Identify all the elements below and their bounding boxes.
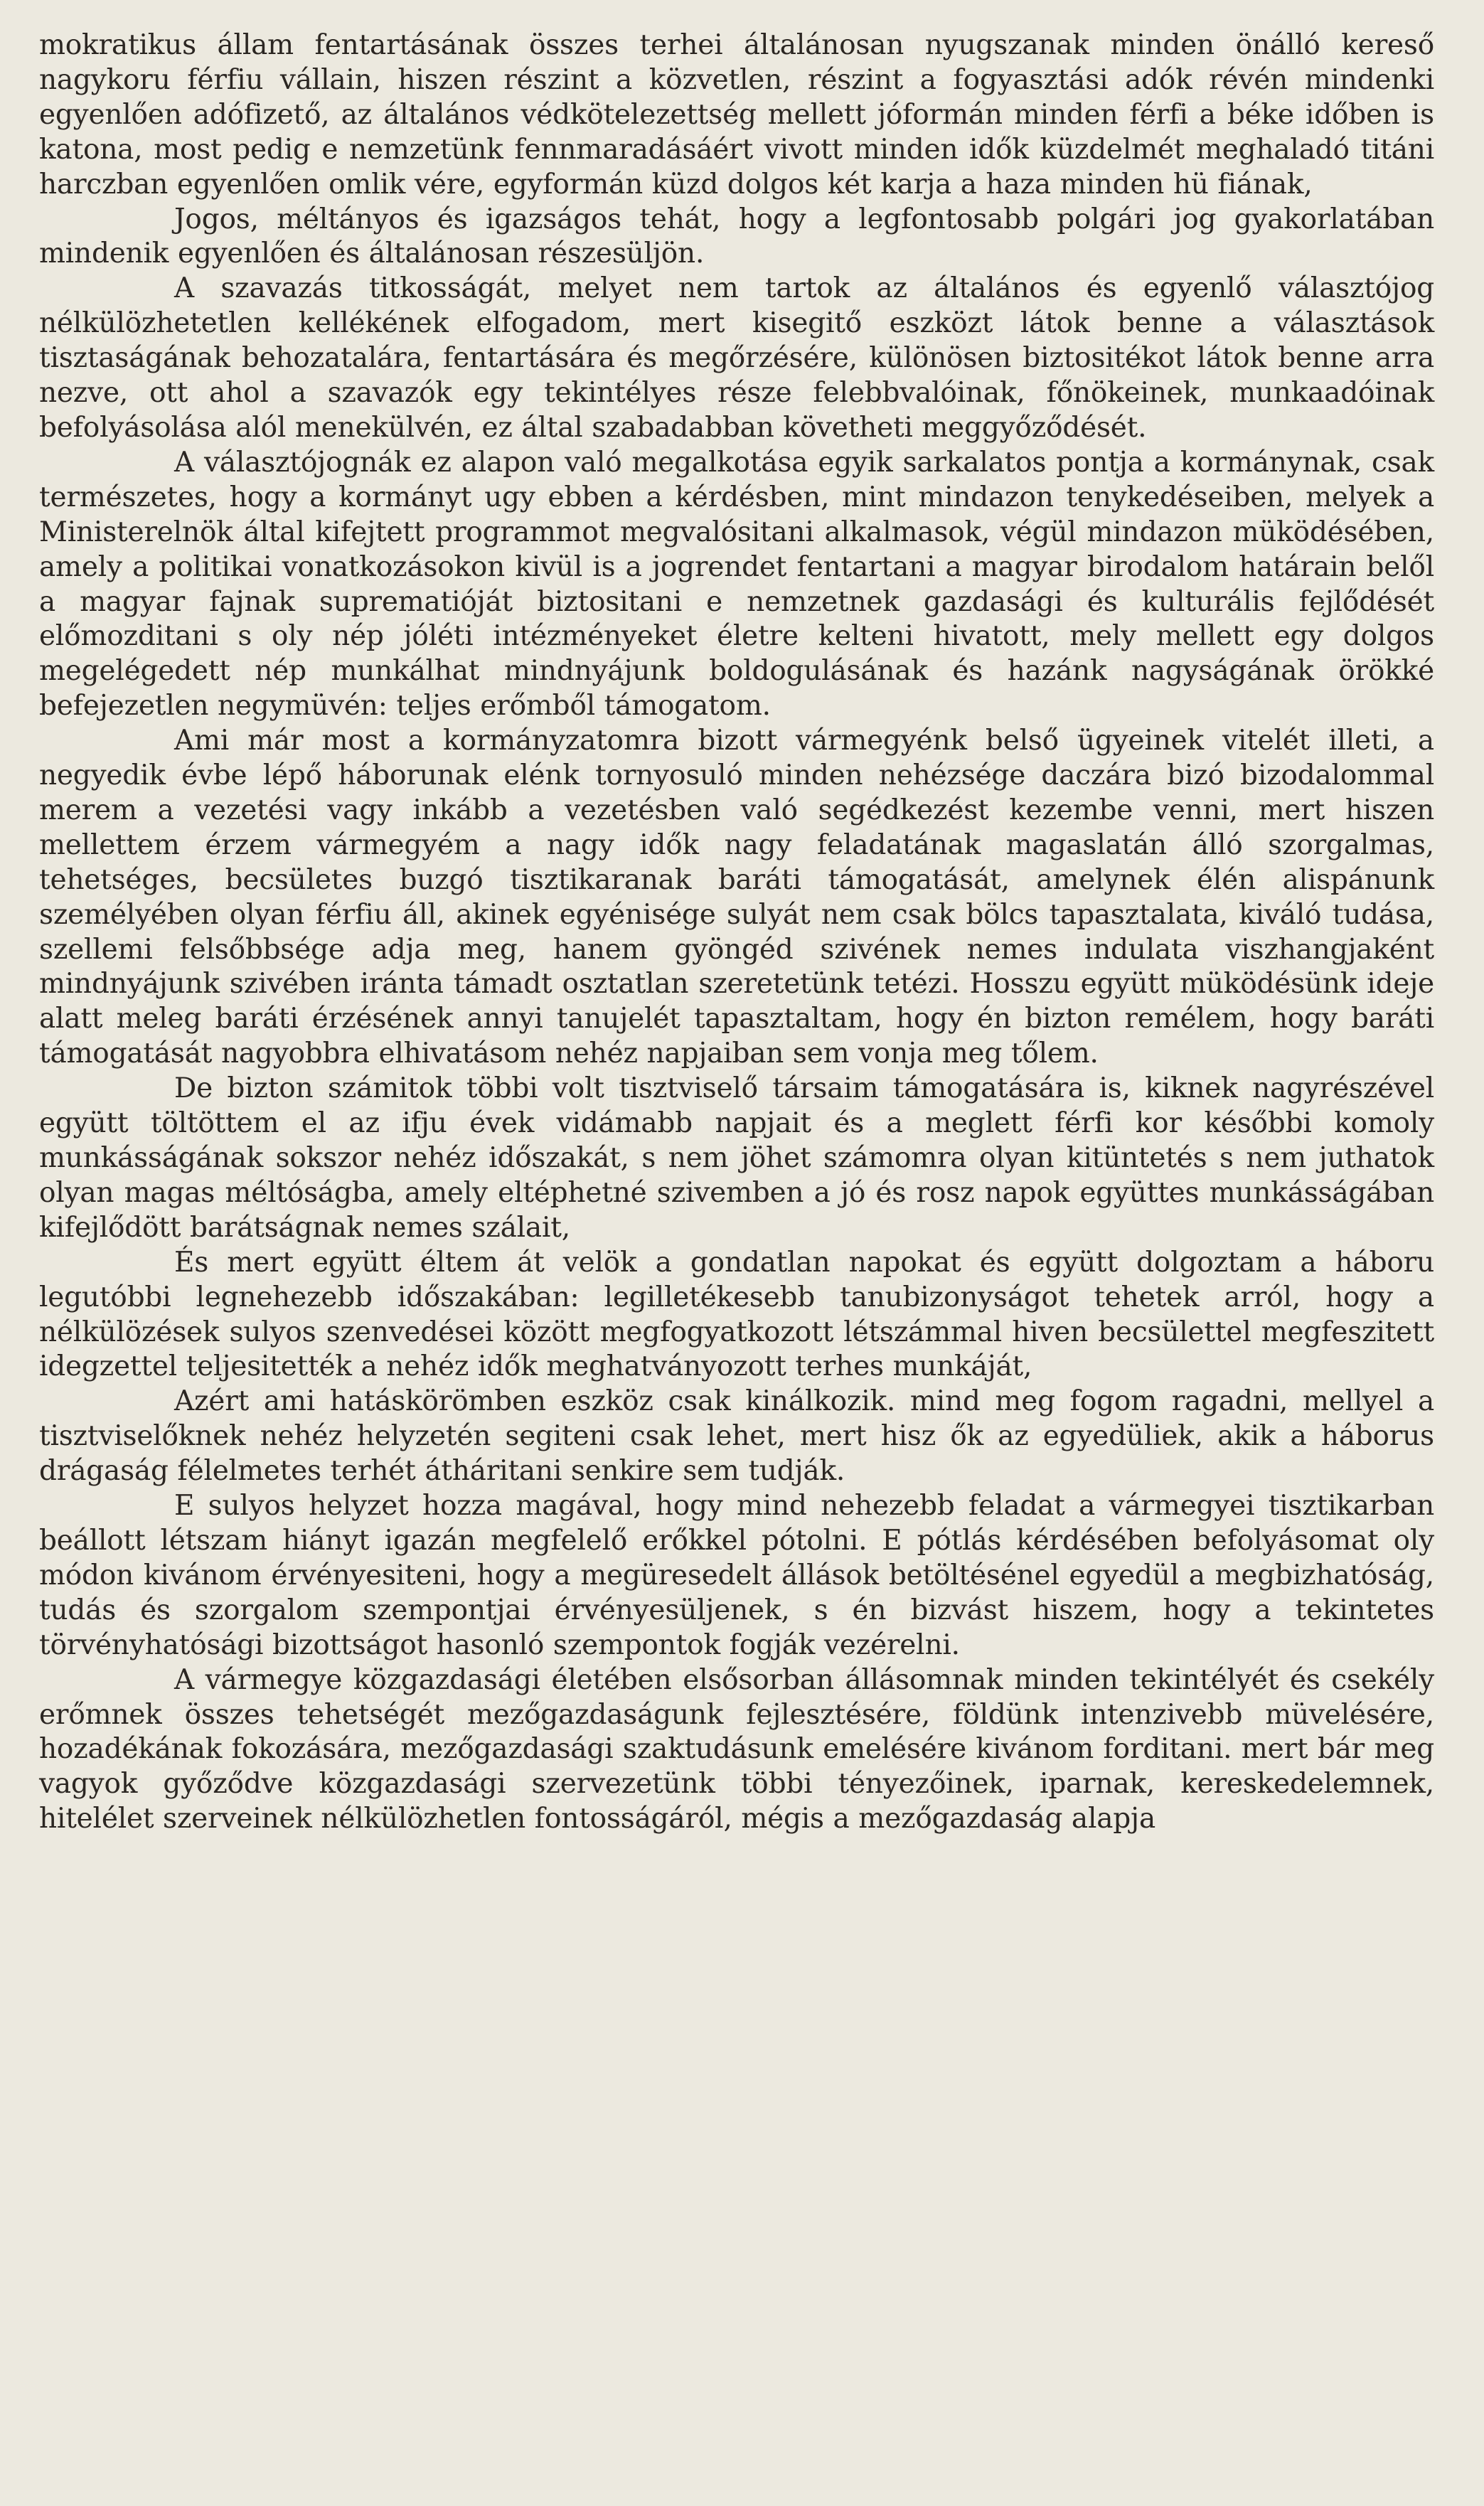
paragraph-2: Jogos, méltányos és igazságos tehát, hogy a legfontosabb polgári jog gyakorlatában mindenik egyenlően és általánosan részesüljön. xyxy=(39,203,1434,270)
paragraph-3: A szavazás titkosságát, melyet nem tartok az általános és egyenlő választójog nélkülözhetetlen kellékének elfogadom, mert kisegitő eszközt látok benne a választások tisztaságának behozatalára, fentartására és megőrzésére, különösen biztositékot látok benne arra nezve, ott ahol a szavazók egy tekintélyes része felebbvalóinak, főnökeinek, munkaadóinak befolyásolása alól menekülvén, ez által szabadabban követheti meggyőződését. xyxy=(39,272,1434,444)
paragraph-1: mokratikus állam fentartásának összes terhei általánosan nyugszanak minden önálló kereső nagykoru férfiu vállain, hiszen részint a közvetlen, részint a fogyasztási adók révén mindenki egyenlően adófizető, az általános védkötelezettség mellett jóformán minden férfi a béke időben is katona, most pedig e nemzetünk fennmaradásáért vivott minden idők küzdelmét meghaladó titáni harczban egyenlően omlik vére, egyformán küzd dolgos két karja a haza minden hü fiának, xyxy=(39,29,1434,201)
paragraph-7: És mert együtt éltem át velök a gondatlan napokat és együtt dolgoztam a háboru legutóbbi legnehezebb időszakában: legilletékesebb tanubizonyságot tehetek arról, hogy a nélkülözések sulyos szenvedései között megfogyatkozott létszámmal hiven becsülettel megfeszitett idegzettel teljesitették a nehéz idők meghatványozott terhes munkáját, xyxy=(39,1246,1434,1383)
paragraph-9: E sulyos helyzet hozza magával, hogy mind nehezebb feladat a vármegyei tisztikarban beállott létszam hiányt igazán megfelelő erőkkel pótolni. E pótlás kérdésében befolyásomat oly módon kivánom érvényesiteni, hogy a megüresedelt állások betöltésénel egyedül a megbizhatóság, tudás és szorgalom szempontjai érvényesüljenek, s én bizvást hiszem, hogy a tekintetes törvényhatósági bizottságot hasonló szempontok fogják vezérelni. xyxy=(39,1490,1434,1661)
paragraph-5: Ami már most a kormányzatomra bizott vármegyénk belső ügyeinek vitelét illeti, a negyedik évbe lépő háborunak elénk tornyosuló minden nehézsége daczára bizó bizodalommal merem a vezetési vagy inkább a vezetésben való segédkezést kezembe venni, mert hiszen mellettem érzem vármegyém a nagy idők nagy feladatának magaslatán álló szorgalmas, tehetséges, becsületes buzgó tisztikaranak baráti támogatását, amelynek élén alispánunk személyében olyan férfiu áll, akinek egyénisége sulyát nem csak bölcs tapasztalata, kiváló tudása, szellemi felsőbbsége adja meg, hanem gyöngéd szivének nemes indulata viszhangjaként mindnyájunk szivében iránta támadt osztatlan szeretetünk tetézi. Hosszu együtt müködésünk ideje alatt meleg baráti érzésének annyi tanujelét tapasztaltam, hogy én bizton remélem, hogy baráti támogatását nagyobbra elhivatásom nehéz napjaiban sem vonja meg tőlem. xyxy=(39,725,1434,1070)
paragraph-4: A választójognák ez alapon való megalkotása egyik sarkalatos pontja a kormánynak, csak természetes, hogy a kormányt ugy ebben a kérdésben, mint mindazon tenykedéseiben, melyek a Ministerelnök által kifejtett programmot megvalósitani alkalmasok, végül mindazon müködésében, amely a politikai vonatkozásokon kivül is a jogrendet fentartani a magyar birodalom határain belől a magyar fajnak suprematióját biztositani e nemzetnek gazdasági és kulturális fejlődését előmozditani s oly nép jóléti intézményeket életre kelteni hivatott, mely mellett egy dolgos megelégedett nép munkálhat mindnyájunk boldogulásának és hazánk nagyságának örökké befejezetlen negymüvén: teljes erőmből támogatom. xyxy=(39,446,1434,723)
paragraph-8: Azért ami hatáskörömben eszköz csak kinálkozik. mind meg fogom ragadni, mellyel a tisztviselőknek nehéz helyzetén segiteni csak lehet, mert hisz ők az egyedüliek, akik a háborus drágaság félelmetes terhét átháritani senkire sem tudják. xyxy=(39,1385,1434,1488)
paragraph-10: A vármegye közgazdasági életében elsősorban állásomnak minden tekintélyét és csekély erőmnek összes tehetségét mezőgazdaságunk fejlesztésére, földünk intenzivebb müvelésére, hozadékának fokozására, mezőgazdasági szaktudásunk emelésére kivánom forditani. mert bár meg vagyok győződve közgazdasági szervezetünk többi tényezőinek, iparnak, kereskedelemnek, hitelélet szerveinek nélkülözhetlen fontosságáról, mégis a mezőgazdaság alapja xyxy=(39,1663,1434,1835)
paragraph-6: De bizton számitok többi volt tisztviselő társaim támogatására is, kiknek nagyrészével együtt töltöttem el az ifju évek vidámabb napjait és a meglett férfi kor későbbi komoly munkásságának sokszor nehéz időszakát, s nem jöhet számomra olyan kitüntetés s nem juthatok olyan magas méltóságba, amely eltéphetné szivemben a jó és rosz napok együttes munkásságában kifejlődött barátságnak nemes szálait, xyxy=(39,1072,1434,1244)
